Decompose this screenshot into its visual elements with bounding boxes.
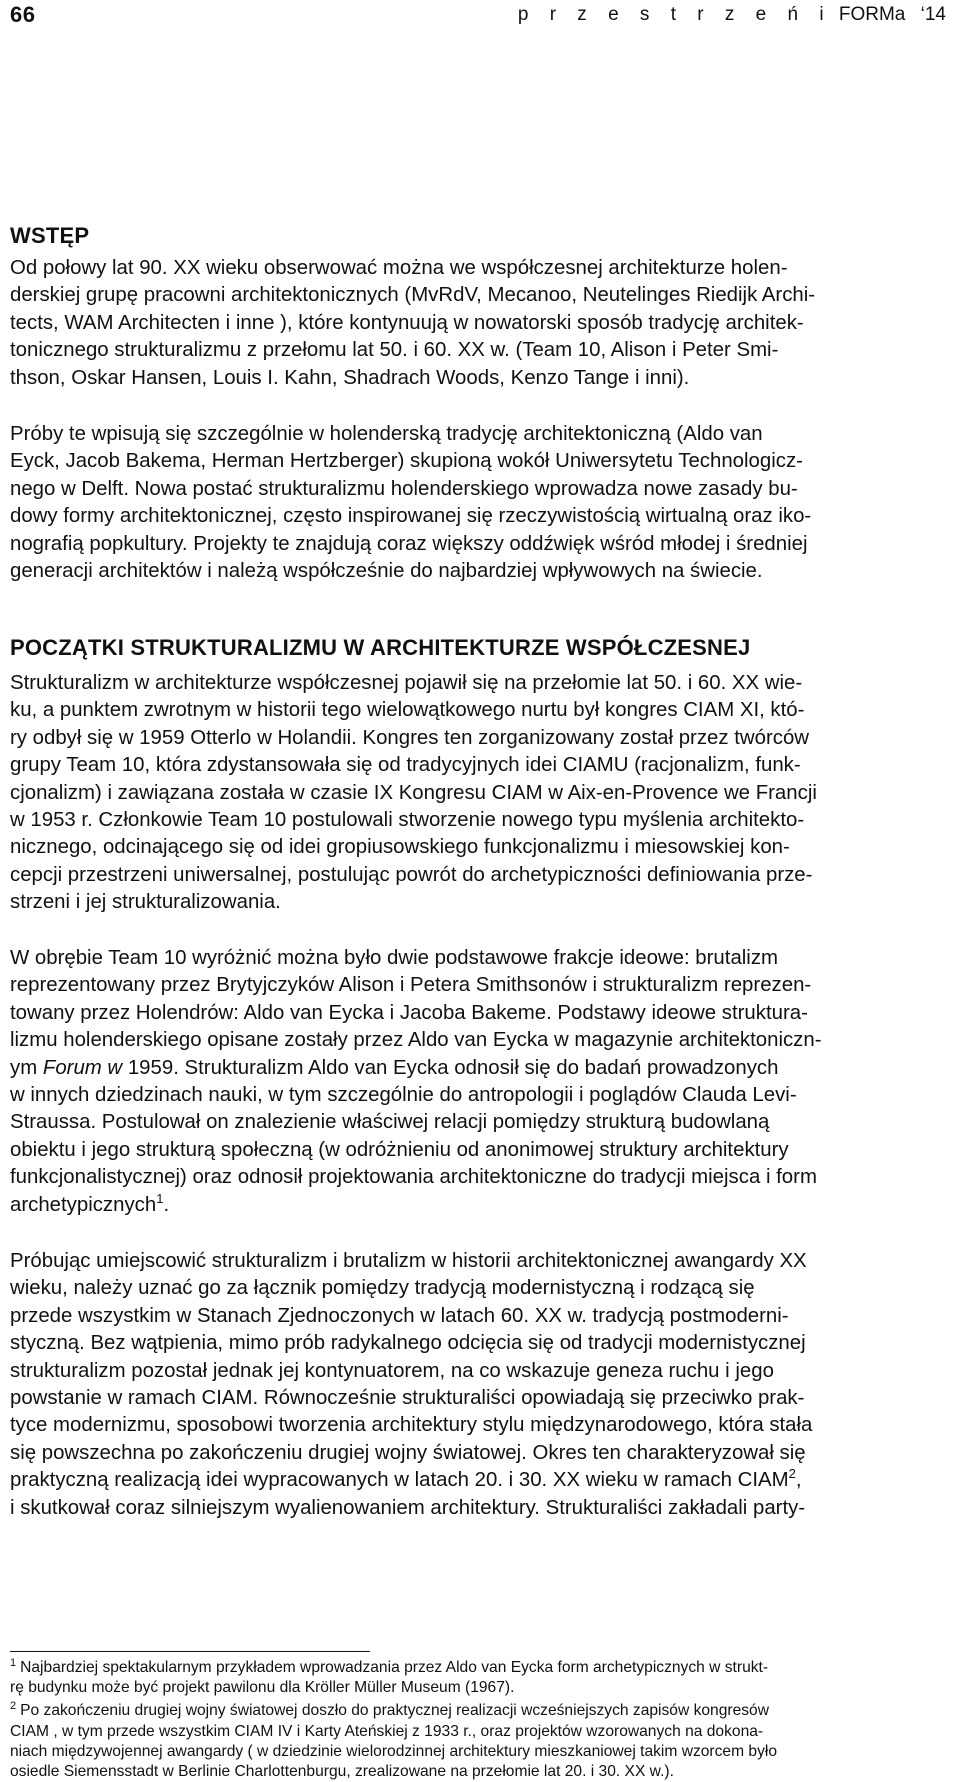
text-line: styczną. Bez wątpienia, mimo prób radykalnego odcięcia się od tradycji modernistycznej — [10, 1332, 806, 1355]
text-line: przede wszystkim w Stanach Zjednoczonych w latach 60. XX w. tradycją postmoderni- — [10, 1304, 789, 1327]
footnotes — [10, 1658, 948, 1782]
text-line: i skutkował coraz silniejszym wyalienowaniem architektury. Strukturaliści zakładali party- — [10, 1496, 806, 1519]
text-line: Próby te wpisują się szczególnie w holenderską tradycję architektoniczną (Aldo van — [10, 423, 763, 445]
text-line: nografią popkultury. Projekty te znajdują coraz większy oddźwięk wśród młodej i średniej — [10, 532, 808, 555]
section-heading-intro: WSTĘP — [10, 223, 90, 248]
text-line: W obrębie Team 10 wyróżnić można było dwie podstawowe frakcje ideowe: brutalizm — [10, 947, 779, 969]
text-line: się powszechna po zakończeniu drugiej wojny światowej. Okres ten charakteryzował się — [10, 1441, 806, 1464]
text-run: ym — [10, 1056, 43, 1079]
text-line: nego w Delft. Nowa postać strukturalizmu holenderskiego wprowadza nowe zasady bu- — [10, 477, 798, 500]
paragraph-3 — [10, 670, 948, 917]
text-line: obiektu i jego strukturą społeczną (w odróżnieniu od anonimowej struktury architektury — [10, 1138, 789, 1161]
footnote-line — [10, 1701, 948, 1721]
text-line: w innych dziedzinach nauki, w tym szczególnie do antropologii i poglądów Clauda Levi- — [10, 1084, 797, 1107]
text-run: 1959. Strukturalizm Aldo van Eycka odnosił się do badań prowadzonych — [122, 1056, 779, 1079]
text-line: strukturalizm pozostał jednak jej kontynuatorem, na co wskazuje geneza ruchu i jego — [10, 1359, 774, 1382]
footnote-separator — [10, 1651, 370, 1652]
footnote-mark: 2 — [10, 1700, 17, 1713]
text-line: grupy Team 10, która zdystansowała się od tradycyjnych idei CIAMU (racjonalizm, funk- — [10, 754, 801, 777]
text-run: praktyczną realizacją idei wypracowanych w latach 20. i 30. XX wieku w ramach CIAM — [10, 1469, 789, 1492]
footnote-1 — [10, 1658, 948, 1698]
text-run: archetypicznych — [10, 1193, 157, 1216]
text-run: Najbardziej spektakularnym przykładem wprowadzania przez Aldo van Eycka form archetypicznych w strukt- — [20, 1659, 769, 1676]
text-line: Straussa. Postulował on znalezienie właściwej relacji pomiędzy strukturą budowlaną — [10, 1111, 770, 1134]
running-header — [518, 4, 946, 26]
text-line: generacji architektów i należą współcześnie do najbardziej wpływowych na świecie. — [10, 560, 763, 583]
text-line: w 1953 r. Członkowie Team 10 postulowali stworzenie nowego typu myślenia architekto- — [10, 809, 805, 832]
footnote-line: CIAM , w tym przede wszystkim CIAM IV i Karty Ateńskiej z 1933 r., oraz projektów wzorowanych na dokona- — [10, 1722, 764, 1740]
journal-title: p r z e s t r z e ń i — [517, 4, 832, 25]
text-line: Od połowy lat 90. XX wieku obserwować można we współczesnej architekturze holen- — [10, 257, 788, 279]
text-line: ry odbył się w 1959 Otterlo w Holandii. Kongres ten zorganizowany został przez twórców — [10, 726, 810, 749]
text-run: , — [795, 1469, 802, 1492]
text-line: lizmu holenderskiego opisane zostały przez Aldo van Eycka w magazynie architektoniczn- — [10, 1029, 822, 1052]
text-line: tects, WAM Architecten i inne ), które kontynuują w nowatorski sposób tradycję architek- — [10, 311, 804, 334]
text-run: Po zakończeniu drugiej wojny światowej doszło do praktycznej realizacji wcześniejszych zapisów kongresów — [20, 1702, 769, 1720]
text-line: tyce modernizmu, sposobowi tworzenia architektury stylu międzynarodowego, która stała — [10, 1414, 813, 1437]
magazine-title: Forum w — [42, 1056, 123, 1079]
footnote-line: osiedle Siemensstadt w Berlinie Charlottenburgu, zrealizowane na przełomie lat 20. i 30. XX w.). — [10, 1763, 674, 1781]
footnote-line — [10, 1658, 948, 1678]
text-line: reprezentowany przez Brytyjczyków Alison i Petera Smithsonów i strukturalizm reprezen- — [10, 974, 812, 997]
paragraph-2 — [10, 421, 948, 585]
text-line: powstanie w ramach CIAM. Równocześnie strukturaliści opowiadają się przeciwko prak- — [10, 1387, 805, 1410]
text-line — [10, 1467, 948, 1494]
footnote-line: niach międzywojennej awangardy ( w dziedzinie wielorodzinnej architektury mieszkaniowej takim wzorcem było — [10, 1742, 778, 1760]
footnote-reference-1[interactable]: 1 — [156, 1190, 164, 1206]
text-line: cepcji przestrzeni uniwersalnej, postulując powrót do archetypiczności definiowania prze- — [10, 863, 813, 886]
text-line: tonicznego strukturalizmu z przełomu lat 50. i 60. XX w. (Team 10, Alison i Peter Smi- — [10, 339, 779, 362]
text-line: Strukturalizm w architekturze współczesnej pojawił się na przełomie lat 50. i 60. XX wie- — [10, 672, 803, 694]
text-line: towany przez Holendrów: Aldo van Eycka i Jacoba Bakeme. Podstawy ideowe struktura- — [10, 1001, 808, 1024]
text-line: thson, Oskar Hansen, Louis I. Kahn, Shadrach Woods, Kenzo Tange i inni). — [10, 366, 690, 389]
paragraph-4 — [10, 945, 948, 1219]
text-line: cjonalizm) i zawiązana została w czasie IX Kongresu CIAM w Aix-en-Provence we Francji — [10, 781, 817, 804]
issue-year: ‘14 — [920, 4, 946, 25]
page-number: 66 — [10, 2, 36, 27]
text-line: derskiej grupę pracowni architektonicznych (MvRdV, Mecanoo, Neutelinges Riedijk Archi- — [10, 284, 816, 307]
footnote-mark: 1 — [10, 1656, 17, 1669]
text-line: ku, a punktem zwrotnym w historii tego wielowątkowego nurtu był kongres CIAM XI, któ- — [10, 699, 805, 722]
text-line: dowy formy architektonicznej, często inspirowanej się rzeczywistością wirtualną oraz iko- — [10, 505, 812, 528]
text-line — [10, 1055, 948, 1082]
text-line: nicznego, odcinającego się od idei gropiusowskiego funkcjonalizmu i miesowskiej kon- — [10, 836, 790, 859]
text-line: funkcjonalistycznej) oraz odnosił projektowania architektoniczne do tradycji miejsca i form — [10, 1166, 817, 1189]
footnote-2 — [10, 1701, 948, 1782]
text-line: wieku, należy uznać go za łącznik pomiędzy tradycją modernistyczną i rodzącą się — [10, 1277, 755, 1300]
text-run: . — [163, 1193, 170, 1216]
footnote-reference-2[interactable]: 2 — [788, 1466, 796, 1482]
journal-title-forma: FORMa — [838, 4, 906, 25]
text-line: Próbując umiejscowić strukturalizm i brutalizm w historii architektonicznej awangardy XX — [10, 1250, 807, 1272]
paragraph-1 — [10, 255, 948, 392]
text-line — [10, 1192, 948, 1219]
text-line: strzeni i jej strukturalizowania. — [10, 891, 281, 914]
text-line: Eyck, Jacob Bakema, Herman Hertzberger) skupioną wokół Uniwersytetu Technologicz- — [10, 450, 803, 473]
paragraph-5 — [10, 1248, 948, 1522]
footnote-line: rę budynku może być projekt pawilonu dla Kröller Müller Museum (1967). — [10, 1679, 515, 1697]
section-heading-origins: POCZĄTKI STRUKTURALIZMU W ARCHITEKTURZE WSPÓŁCZESNEJ — [10, 635, 751, 660]
